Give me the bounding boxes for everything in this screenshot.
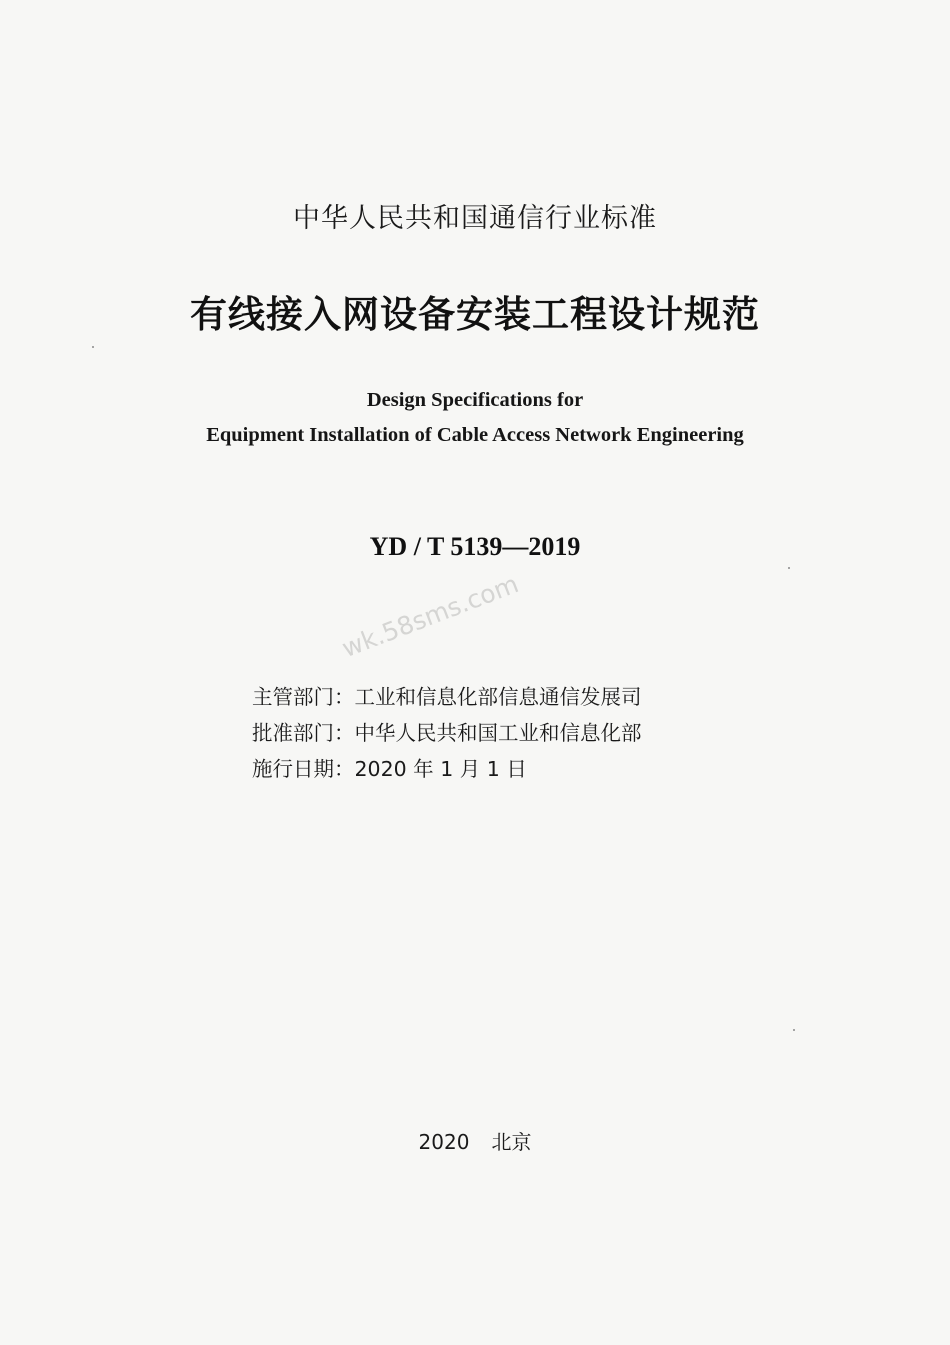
approval-department-label: 批准部门： <box>252 721 355 745</box>
approval-department <box>252 716 642 746</box>
competent-department <box>252 680 642 710</box>
document-title-chinese: 有线接入网设备安装工程设计规范 <box>190 293 760 336</box>
document-title-english-line2: Equipment Installation of Cable Access Network Engineering <box>206 424 744 446</box>
scan-speck <box>788 567 790 569</box>
scan-speck <box>92 346 94 348</box>
competent-department-value: 工业和信息化部信息通信发展司 <box>354 685 642 709</box>
standard-category: 中华人民共和国通信行业标准 <box>293 203 657 234</box>
scan-speck <box>793 1029 795 1031</box>
publication-city: 北京 <box>491 1130 532 1154</box>
watermark: wk.58sms.com <box>338 569 523 664</box>
approval-department-value: 中华人民共和国工业和信息化部 <box>354 721 642 745</box>
effective-date <box>252 752 527 782</box>
standard-number: YD / T 5139—2019 <box>369 532 581 561</box>
competent-department-label: 主管部门： <box>252 685 355 709</box>
publication-info <box>0 1126 950 1155</box>
effective-date-value: 2020 年 1 月 1 日 <box>354 757 527 781</box>
effective-date-label: 施行日期： <box>252 757 355 781</box>
document-title-english-line1: Design Specifications for <box>366 389 584 411</box>
publication-year: 2020 <box>418 1130 470 1154</box>
